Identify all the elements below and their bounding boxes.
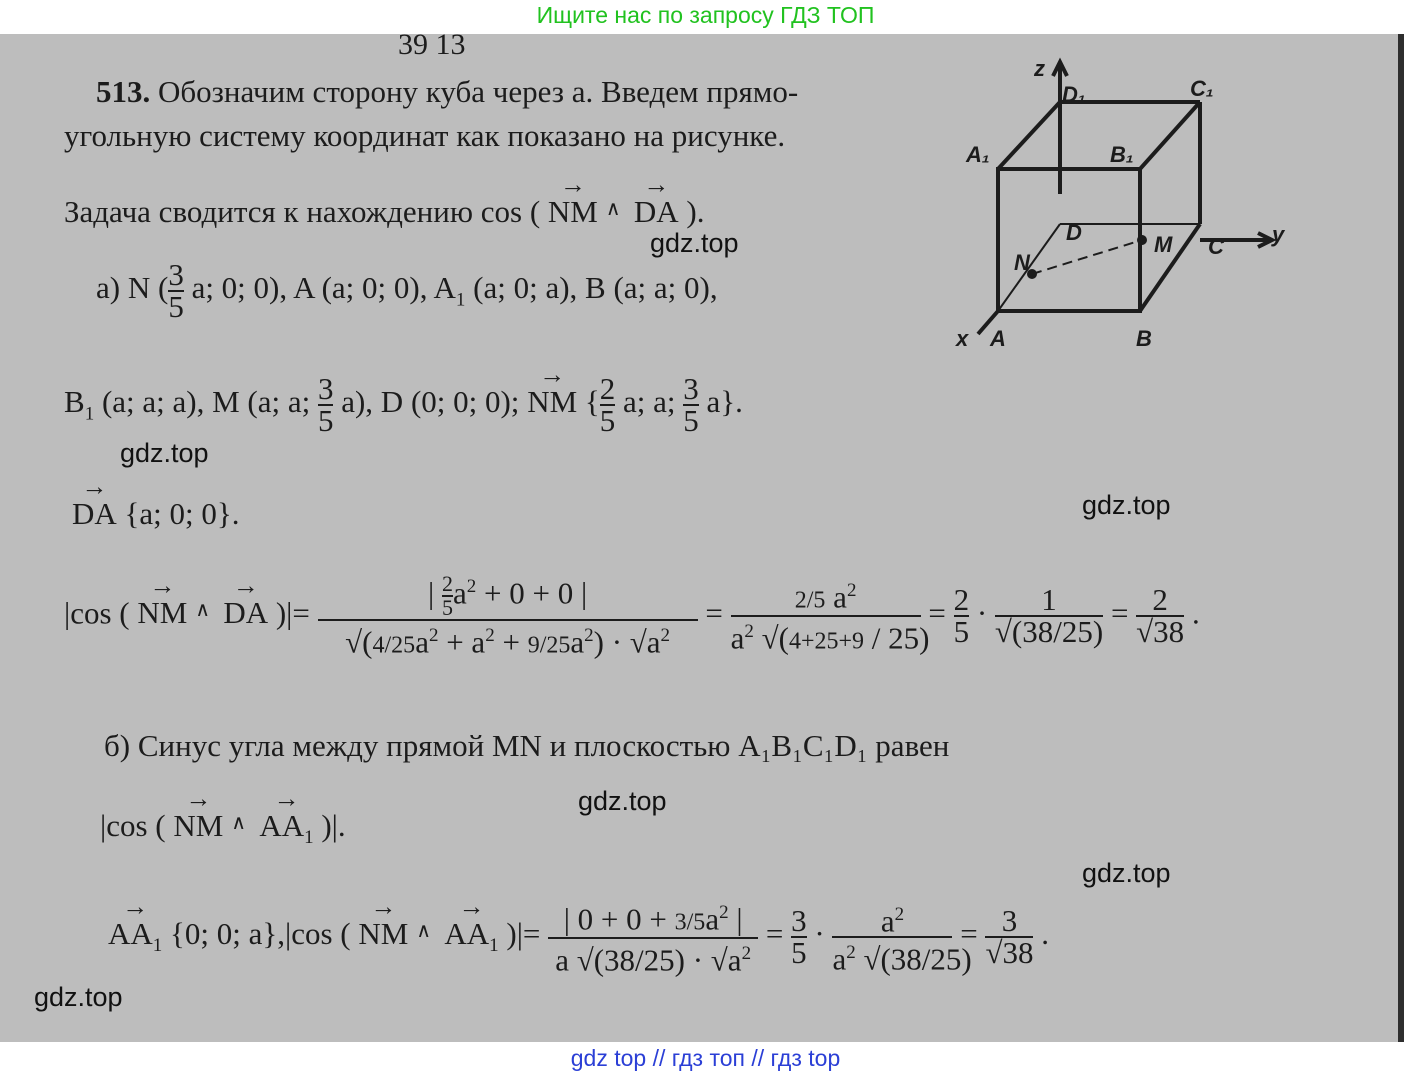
part-a-coords-2: $B_1$ (a; a; a), M (a; a; $\frac{3}{5}$ a), D (0; 0; 0); → NM { $\frac{2}{5}$ a; a; $\frac{3}{5}$ a}. (64, 374, 743, 436)
footer-links[interactable]: gdz top // гдз топ // гдз top (570, 1045, 841, 1071)
watermark: gdz.top (578, 786, 667, 816)
cos-formula-1: |cos ( → NM→ DA )|= | $\frac{2}{5}$ $a^2 + 0 + 0$ | $√(4/25a^2 + a^2 + 9/25a^2) \cdot √a^2$ = $\frac{2/5 a^2}{a^2 √(4+25+9 / 25)}$ = $\frac{2}{5}$ · $\frac{1}{√(38/25)}$ = $\frac{2}{√38}$ . (64, 572, 1200, 661)
label-x: x (956, 326, 969, 351)
label-y: y (1272, 222, 1285, 247)
label-m: M (1154, 232, 1173, 257)
label-b1: B₁ (1110, 142, 1134, 167)
vector-da-coords: → DA {a; 0; 0}. (72, 496, 240, 532)
task-line: Задача сводится к нахождению cos ( → NM→ DA ). (64, 194, 704, 230)
part-b-cos: |cos ( → $NM\to AA_1$ )|. (100, 808, 346, 849)
watermark: gdz.top (650, 228, 739, 258)
label-c1: C₁ (1190, 76, 1214, 101)
label-d1: D₁ (1062, 82, 1086, 107)
label-c: C (1208, 234, 1224, 259)
label-b: B (1136, 326, 1152, 351)
intro-line-2: угольную систему координат как показано на рисунке. (64, 118, 786, 153)
label-d: D (1066, 220, 1082, 245)
part-b-line: б) Синус угла между прямой MN и плоскостью A₁B₁C₁D₁ равен (104, 728, 950, 763)
label-a: A (990, 326, 1006, 351)
previous-problem-fragment: 39 13 (398, 28, 466, 61)
label-a1: A₁ (966, 142, 990, 167)
cos-formula-2: → $AA_1$ {0; 0; a},|cos ( → $NM\to AA_1$ )|= $\frac{| 0 + 0 + 3/5a^2 |}{a √(38/25) \cdot √a^2}$ = $\frac{3}{5}$ · $\frac{a^2}{a^2 √(38/25)}$ = $\frac{3}{√38}$ . (108, 898, 1049, 976)
cube-figure (950, 44, 1300, 364)
watermark: gdz.top (120, 438, 209, 468)
vector-nm: → NM (548, 194, 598, 230)
part-a-coords-1: а) N ( $\frac{3}{5}$ a; 0; 0), A (a; 0; 0), $A_1$ (a; 0; a), B (a; a; 0), (96, 257, 718, 324)
vector-da: → DA (634, 194, 679, 230)
label-z: z (1034, 56, 1045, 81)
watermark: gdz.top (1082, 858, 1171, 888)
top-banner: Ищите нас по запросу ГДЗ ТОП (536, 2, 875, 28)
vector-aa1: → $AA_1$ (259, 808, 313, 849)
textbook-page (0, 28, 1404, 1042)
label-n: N (1014, 250, 1030, 275)
intro-line-1: 513. Обозначим сторону куба через a. Введем прямо- (96, 74, 799, 109)
problem-number: 513. (96, 74, 151, 109)
watermark: gdz.top (34, 982, 123, 1012)
watermark: gdz.top (1082, 490, 1171, 520)
